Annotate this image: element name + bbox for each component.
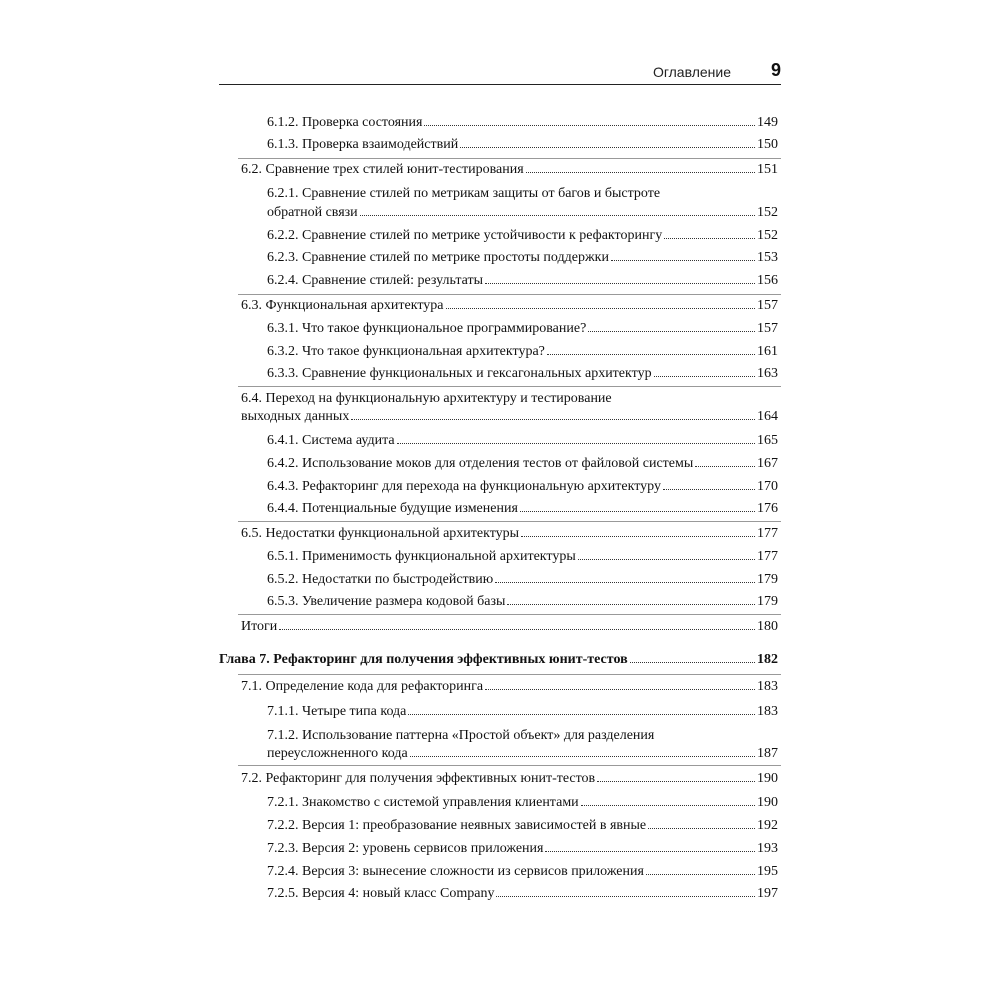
leader-dots (520, 511, 755, 512)
leader-dots (578, 559, 755, 560)
leader-dots (663, 489, 755, 490)
toc-entry[interactable]: 6.2. Сравнение трех стилей юнит-тестирования 151 (241, 162, 778, 177)
leader-dots (545, 851, 755, 852)
leader-dots (424, 125, 755, 126)
toc-entry[interactable]: 7.2.1. Знакомство с системой управления клиентами 190 (267, 795, 778, 810)
entry-separator (238, 765, 781, 766)
leader-dots (408, 714, 755, 715)
toc-page-number: 190 (757, 795, 778, 810)
leader-dots (460, 147, 755, 148)
toc-page-number: 183 (757, 679, 778, 694)
leader-dots (279, 629, 755, 630)
toc-page-number: 193 (757, 841, 778, 856)
toc-page-number: 150 (757, 137, 778, 152)
toc-page-number: 190 (757, 771, 778, 786)
toc-page-number: 180 (757, 619, 778, 634)
leader-dots (446, 308, 756, 309)
toc-entry[interactable]: 6.2.4. Сравнение стилей: результаты 156 (267, 273, 778, 288)
toc-entry[interactable]: 7.2.4. Версия 3: вынесение сложности из сервисов приложения 195 (267, 864, 778, 879)
toc-page-number: 170 (757, 479, 778, 494)
leader-dots (654, 376, 755, 377)
leader-dots (410, 756, 755, 757)
toc-entry[interactable]: обратной связи 152 (267, 205, 778, 220)
toc-entry[interactable]: 6.5.2. Недостатки по быстродействию 179 (267, 572, 778, 587)
toc-page-number: 176 (757, 501, 778, 516)
toc-entry[interactable]: 7.2.2. Версия 1: преобразование неявных зависимостей в явные 192 (267, 818, 778, 833)
toc-entry[interactable]: 6.2.2. Сравнение стилей по метрике устойчивости к рефакторингу 152 (267, 228, 778, 243)
toc-page-number: 187 (757, 746, 778, 761)
toc-page-number: 167 (757, 456, 778, 471)
toc-page-number: 153 (757, 250, 778, 265)
toc-page-number: 195 (757, 864, 778, 879)
toc-entry[interactable]: 6.3.1. Что такое функциональное программирование? 157 (267, 321, 778, 336)
leader-dots (507, 604, 755, 605)
toc-entry[interactable]: 6.4.1. Система аудита 165 (267, 433, 778, 448)
entry-separator (238, 294, 781, 295)
leader-dots (630, 662, 755, 663)
toc-page-number: 149 (757, 115, 778, 130)
toc-entry[interactable]: 6.2.3. Сравнение стилей по метрике простоты поддержки 153 (267, 250, 778, 265)
running-header (219, 62, 781, 85)
entry-separator (238, 614, 781, 615)
toc-entry[interactable]: 6.5.1. Применимость функциональной архитектуры 177 (267, 549, 778, 564)
toc-chapter-entry[interactable]: Глава 7. Рефакторинг для получения эффективных юнит-тестов 182 (219, 652, 778, 667)
toc-entry[interactable]: 6.1.3. Проверка взаимодействий 150 (267, 137, 778, 152)
toc-page-number: 165 (757, 433, 778, 448)
leader-dots (664, 238, 755, 239)
toc-entry[interactable]: 7.2.3. Версия 2: уровень сервисов приложения 193 (267, 841, 778, 856)
toc-page-number: 197 (757, 886, 778, 901)
running-header-title: Оглавление (652, 64, 731, 80)
toc-page-number: 192 (757, 818, 778, 833)
leader-dots (397, 443, 755, 444)
toc-page-number: 179 (757, 594, 778, 609)
leader-dots (360, 215, 755, 216)
toc-page-number: 156 (757, 273, 778, 288)
toc-entry[interactable]: 7.2.5. Версия 4: новый класс Company 197 (267, 886, 778, 901)
leader-dots (526, 172, 755, 173)
toc-page-number: 179 (757, 572, 778, 587)
toc-page-number: 151 (757, 162, 778, 177)
leader-dots (588, 331, 755, 332)
toc-page-number: 157 (757, 298, 778, 313)
toc-page-number: 164 (757, 409, 778, 424)
leader-dots (521, 536, 755, 537)
toc-entry[interactable]: 7.1.1. Четыре типа кода 183 (267, 704, 778, 719)
leader-dots (695, 466, 755, 467)
toc-entry[interactable]: 7.2. Рефакторинг для получения эффективных юнит-тестов 190 (241, 771, 778, 786)
leader-dots (611, 260, 755, 261)
toc-entry[interactable]: 6.3. Функциональная архитектура 157 (241, 298, 778, 313)
toc-page-number: 157 (757, 321, 778, 336)
toc-page-number: 177 (757, 526, 778, 541)
toc-page-number: 161 (757, 344, 778, 359)
entry-separator (238, 158, 781, 159)
leader-dots (485, 689, 755, 690)
toc-entry[interactable]: 6.5. Недостатки функциональной архитектуры 177 (241, 526, 778, 541)
toc-entry[interactable]: Итоги 180 (241, 619, 778, 634)
toc-entry[interactable]: выходных данных 164 (241, 409, 778, 424)
leader-dots (495, 582, 755, 583)
leader-dots (597, 781, 755, 782)
toc-entry[interactable]: 6.4.3. Рефакторинг для перехода на функциональную архитектуру 170 (267, 479, 778, 494)
page-number: 9 (770, 60, 781, 80)
leader-dots (351, 419, 755, 420)
toc-page-number: 152 (757, 228, 778, 243)
toc-page-number: 152 (757, 205, 778, 220)
toc-page-number: 183 (757, 704, 778, 719)
entry-separator (238, 521, 781, 522)
toc-entry[interactable]: 6.3.3. Сравнение функциональных и гексагональных архитектур 163 (267, 366, 778, 381)
toc-entry[interactable]: 7.1. Определение кода для рефакторинга 183 (241, 679, 778, 694)
leader-dots (581, 805, 755, 806)
toc-entry[interactable]: переусложненного кода 187 (267, 746, 778, 761)
toc-entry[interactable]: 6.3.2. Что такое функциональная архитектура? 161 (267, 344, 778, 359)
toc-page-number: 163 (757, 366, 778, 381)
toc-page-number: 182 (757, 652, 778, 667)
toc-entry-line1: 6.2.1. Сравнение стилей по метрикам защиты от багов и быстроте (267, 186, 661, 201)
toc-entry[interactable]: 6.1.2. Проверка состояния 149 (267, 115, 778, 130)
toc-entry-line1: 7.1.2. Использование паттерна «Простой объект» для разделения (267, 728, 655, 743)
leader-dots (547, 354, 755, 355)
entry-separator (238, 674, 781, 675)
leader-dots (496, 896, 755, 897)
entry-separator (238, 386, 781, 387)
toc-entry-line1: 6.4. Переход на функциональную архитектуру и тестирование (241, 391, 612, 406)
leader-dots (648, 828, 755, 829)
leader-dots (646, 874, 755, 875)
toc-entry[interactable]: 6.5.3. Увеличение размера кодовой базы 179 (267, 594, 778, 609)
toc-page-number: 177 (757, 549, 778, 564)
toc-entry[interactable]: 6.4.4. Потенциальные будущие изменения 176 (267, 501, 778, 516)
toc-entry[interactable]: 6.4.2. Использование моков для отделения тестов от файловой системы 167 (267, 456, 778, 471)
leader-dots (485, 283, 755, 284)
